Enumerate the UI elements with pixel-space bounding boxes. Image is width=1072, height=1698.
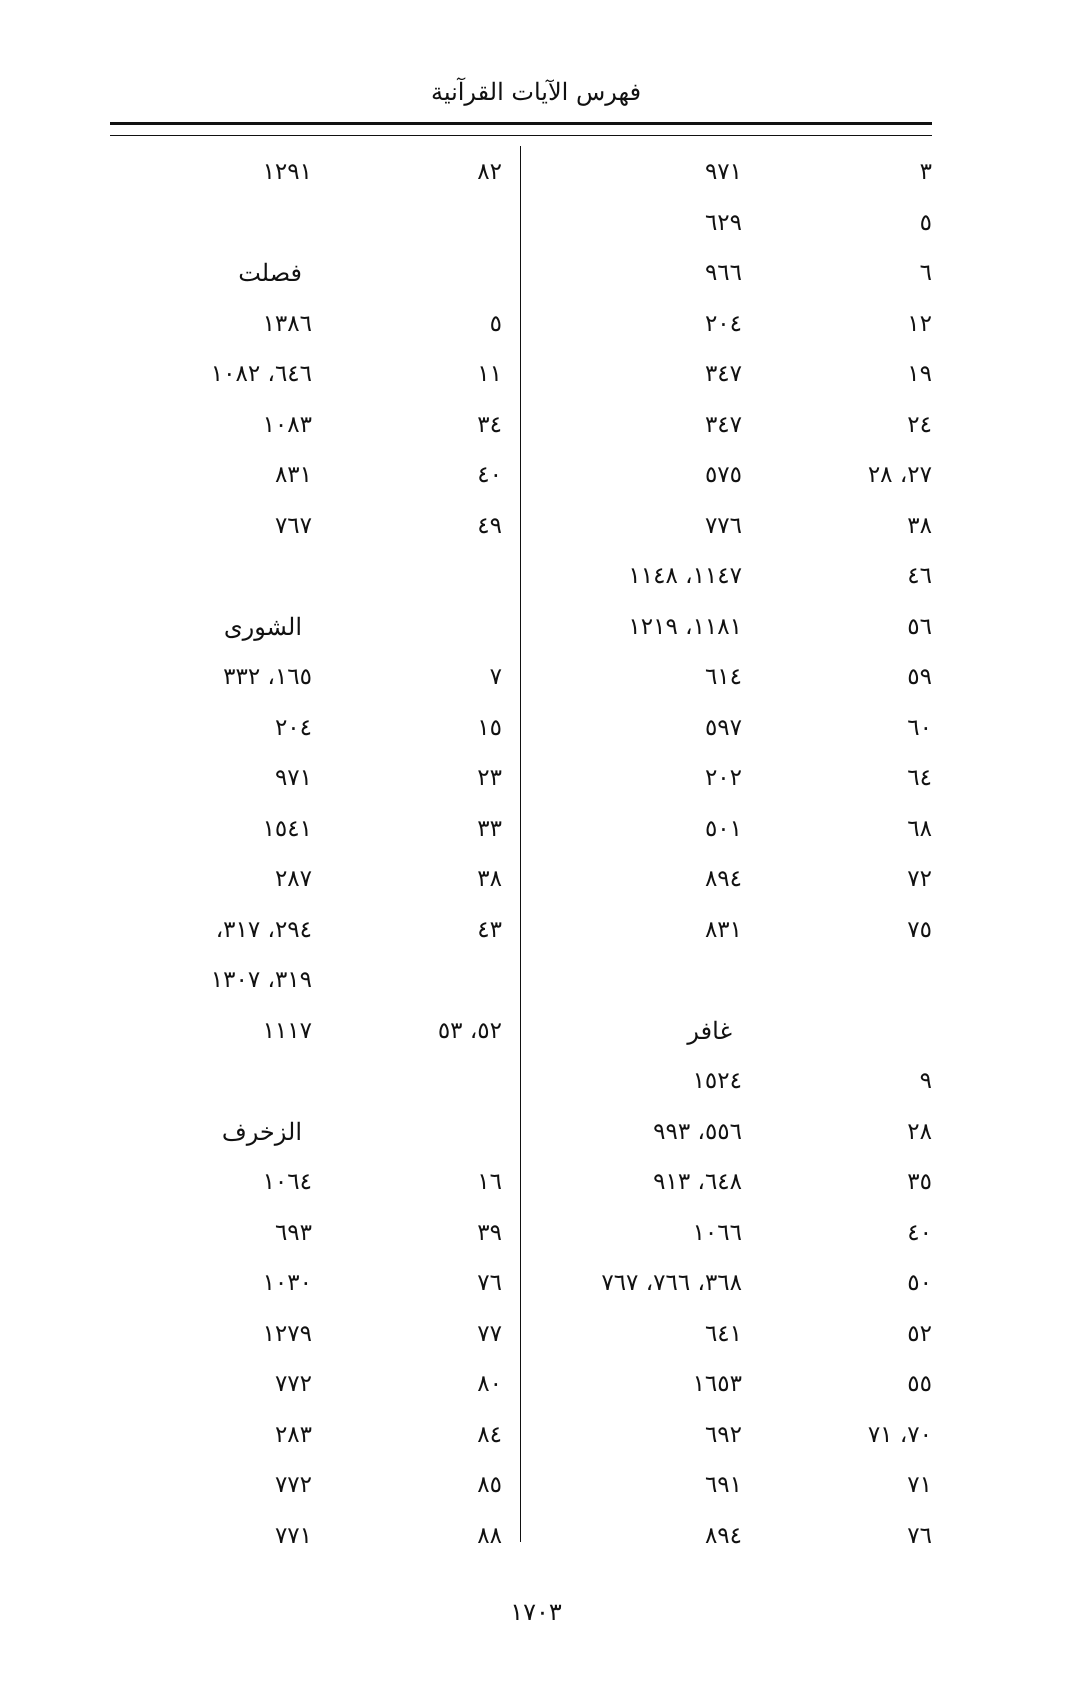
index-entry-row [110, 960, 502, 1011]
ayah-number: ١٩ [907, 361, 932, 387]
index-entry-row [540, 1465, 932, 1516]
surah-name: الزخرف [221, 1117, 302, 1146]
page-reference: ٦٩٣ [274, 1219, 312, 1246]
index-entry-row [540, 1162, 932, 1213]
page-reference: ٧٧٢ [274, 1472, 312, 1498]
ayah-number: ٤٠ [907, 1219, 932, 1246]
index-entry-row [540, 1415, 932, 1466]
page-reference: ٦٩٢ [704, 1421, 742, 1448]
ayah-number: ٢٤ [907, 411, 932, 438]
ayah-number: ٧٥ [907, 916, 932, 943]
index-entry-row [110, 455, 502, 506]
index-entry-row [540, 1364, 932, 1415]
ayah-number: ٧٢ [907, 866, 932, 892]
page-reference: ٨٣١ [704, 916, 742, 943]
page-reference: ٧٧٢ [274, 1371, 312, 1397]
ayah-number: ٦٨ [907, 815, 932, 842]
page-reference: ١٦٥، ٣٣٢ [223, 664, 312, 690]
index-entry-row [540, 152, 932, 203]
page-reference: ٥٠١ [704, 815, 742, 842]
page-reference: ٢٠٢ [704, 765, 742, 791]
index-entry-row [540, 657, 932, 708]
page-reference: ٥٩٧ [704, 714, 742, 741]
index-entry-row [110, 152, 502, 203]
page-reference: ٩٧١ [704, 159, 742, 185]
ayah-number: ٥٢، ٥٣ [437, 1017, 502, 1044]
page-reference: ١٢٧٩ [262, 1320, 312, 1347]
index-entry-row [540, 1263, 932, 1314]
index-entry-row [110, 1213, 502, 1264]
ayah-number: ١١ [477, 361, 502, 387]
index-entry-row [110, 1364, 502, 1415]
surah-heading-row [540, 1011, 932, 1062]
ayah-number: ٧٦ [907, 1522, 932, 1549]
index-entry-row [110, 1314, 502, 1365]
page-reference: ٦٤١ [704, 1320, 742, 1347]
page-reference: ٨٣١ [274, 462, 312, 488]
index-entry-row [540, 253, 932, 304]
index-entry-row [540, 1314, 932, 1365]
ayah-number: ٥٠ [907, 1270, 932, 1296]
index-entry-row [540, 1213, 932, 1264]
index-entry-row [110, 809, 502, 860]
ayah-number: ٣٥ [907, 1169, 932, 1195]
ayah-number: ٧ [489, 664, 502, 690]
index-entry-row [540, 304, 932, 355]
ayah-number: ٨٢ [477, 159, 502, 185]
page-reference: ٣٤٧ [704, 411, 742, 438]
index-entry-row [540, 960, 932, 1011]
index-entry-row [540, 1061, 932, 1112]
index-entry-row [110, 1011, 502, 1062]
ayah-number: ٥ [919, 209, 932, 236]
ayah-number: ١٢ [907, 310, 932, 337]
ayah-number: ٢٨ [907, 1118, 932, 1145]
page-reference: ٩٧١ [274, 765, 312, 791]
index-entry-row [540, 859, 932, 910]
index-entry-row [110, 1061, 502, 1112]
page-reference: ٧٦٧ [274, 512, 312, 539]
index-entry-row [110, 203, 502, 254]
index-entry-row [110, 657, 502, 708]
index-entry-row [540, 910, 932, 961]
ayah-number: ٢٧، ٢٨ [867, 462, 932, 488]
index-entry-row [110, 304, 502, 355]
page-reference: ٢٩٤، ٣١٧، [215, 916, 312, 943]
index-entry-row [540, 809, 932, 860]
column-divider [520, 146, 521, 1542]
header-rule-thick [110, 122, 932, 125]
page-reference: ٦٢٩ [704, 209, 742, 236]
index-entry-row [110, 354, 502, 405]
ayah-number: ٧٦ [477, 1270, 502, 1296]
ayah-number: ٥ [489, 310, 502, 337]
page-reference: ٢٨٣ [274, 1421, 312, 1448]
page-reference: ٣١٩، ١٣٠٧ [210, 967, 312, 993]
running-header-title: فهرس الآيات القرآنية [430, 78, 642, 106]
index-entry-row [110, 506, 502, 557]
page-reference: ٧٧٦ [704, 512, 742, 539]
index-entry-row [540, 354, 932, 405]
page-reference: ٦٩١ [704, 1472, 742, 1498]
index-entry-row [540, 455, 932, 506]
index-entry-row [540, 506, 932, 557]
index-entry-row [110, 910, 502, 961]
ayah-number: ٥٢ [907, 1320, 932, 1347]
ayah-number: ٩ [919, 1068, 932, 1094]
index-entry-row [540, 1112, 932, 1163]
ayah-number: ٣٩ [477, 1219, 502, 1246]
ayah-number: ١٦ [477, 1169, 502, 1195]
page-reference: ١٠٦٤ [262, 1169, 312, 1195]
surah-heading-row [110, 607, 502, 658]
surah-heading-row [110, 253, 502, 304]
ayah-number: ٦٤ [907, 765, 932, 791]
index-entry-row [110, 1465, 502, 1516]
ayah-number: ٧٠، ٧١ [867, 1421, 932, 1448]
page-reference: ١٠٣٠ [262, 1270, 312, 1296]
ayah-number: ٢٣ [477, 765, 502, 791]
index-entry-row [110, 556, 502, 607]
page-reference: ١٢٩١ [262, 159, 312, 185]
index-entry-row [540, 708, 932, 759]
ayah-number: ٦ [919, 260, 932, 286]
ayah-number: ٧١ [907, 1472, 932, 1498]
index-entry-row [110, 1263, 502, 1314]
index-entry-row [540, 607, 932, 658]
page-reference: ٢٨٧ [274, 866, 312, 892]
index-entry-row [110, 405, 502, 456]
ayah-number: ٧٧ [477, 1320, 502, 1347]
ayah-number: ٣٨ [477, 866, 502, 892]
index-entry-row [540, 758, 932, 809]
page-reference: ٥٥٦، ٩٩٣ [653, 1118, 742, 1145]
index-entry-row [540, 556, 932, 607]
index-column-right [540, 152, 932, 1566]
index-entry-row [540, 405, 932, 456]
surah-name: فصلت [238, 259, 302, 287]
page-reference: ١١٨١، ١٢١٩ [628, 613, 742, 640]
ayah-number: ٤٩ [477, 512, 502, 539]
page-reference: ٣٤٧ [704, 361, 742, 387]
index-entry-row [110, 1415, 502, 1466]
surah-name: غافر [687, 1016, 732, 1045]
page-reference: ٦٤٨، ٩١٣ [653, 1169, 742, 1195]
ayah-number: ٥٦ [907, 613, 932, 640]
page-reference: ٢٠٤ [274, 714, 312, 741]
page-number: ١٧٠٣ [510, 1598, 562, 1626]
ayah-number: ٨٨ [477, 1522, 502, 1549]
index-entry-row [540, 203, 932, 254]
ayah-number: ٣ [919, 159, 932, 185]
ayah-number: ٨٤ [477, 1421, 502, 1448]
ayah-number: ٣٣ [477, 815, 502, 842]
ayah-number: ٥٥ [907, 1371, 932, 1397]
page-reference: ١٥٤١ [262, 815, 312, 842]
ayah-number: ١٥ [477, 714, 502, 741]
page-reference: ١٠٦٦ [692, 1219, 742, 1246]
ayah-number: ٤٠ [477, 462, 502, 488]
ayah-number: ٤٦ [907, 563, 932, 589]
ayah-number: ٣٤ [477, 411, 502, 438]
index-entry-row [110, 1162, 502, 1213]
surah-name: الشورى [223, 612, 302, 641]
index-entry-row [110, 859, 502, 910]
ayah-number: ٥٩ [907, 664, 932, 690]
ayah-number: ٦٠ [907, 714, 932, 741]
page-reference: ٥٧٥ [704, 462, 742, 488]
page-reference: ٨٩٤ [704, 866, 742, 892]
page-reference: ١٦٥٣ [692, 1371, 742, 1397]
page-reference: ١٥٢٤ [692, 1068, 742, 1094]
index-entry-row [110, 1516, 502, 1567]
index-entry-row [540, 1516, 932, 1567]
index-entry-row [110, 758, 502, 809]
ayah-number: ٨٥ [477, 1472, 502, 1498]
header-rule-thin [110, 135, 932, 136]
index-entry-row [110, 708, 502, 759]
page-reference: ١١٤٧، ١١٤٨ [628, 563, 742, 589]
ayah-number: ٤٣ [477, 916, 502, 943]
page-reference: ٣٦٨، ٧٦٦، ٧٦٧ [601, 1270, 742, 1296]
page-reference: ٧٧١ [274, 1522, 312, 1549]
page-reference: ١٣٨٦ [262, 310, 312, 337]
page-reference: ١١١٧ [262, 1017, 312, 1044]
index-column-left [110, 152, 502, 1566]
page-reference: ١٠٨٣ [262, 411, 312, 438]
page-reference: ٦١٤ [704, 664, 742, 690]
page-reference: ٢٠٤ [704, 310, 742, 337]
ayah-number: ٨٠ [477, 1371, 502, 1397]
page-reference: ٩٦٦ [704, 260, 742, 286]
surah-heading-row [110, 1112, 502, 1163]
ayah-number: ٣٨ [907, 512, 932, 539]
page-reference: ٨٩٤ [704, 1522, 742, 1549]
page-reference: ٦٤٦، ١٠٨٢ [210, 361, 312, 387]
